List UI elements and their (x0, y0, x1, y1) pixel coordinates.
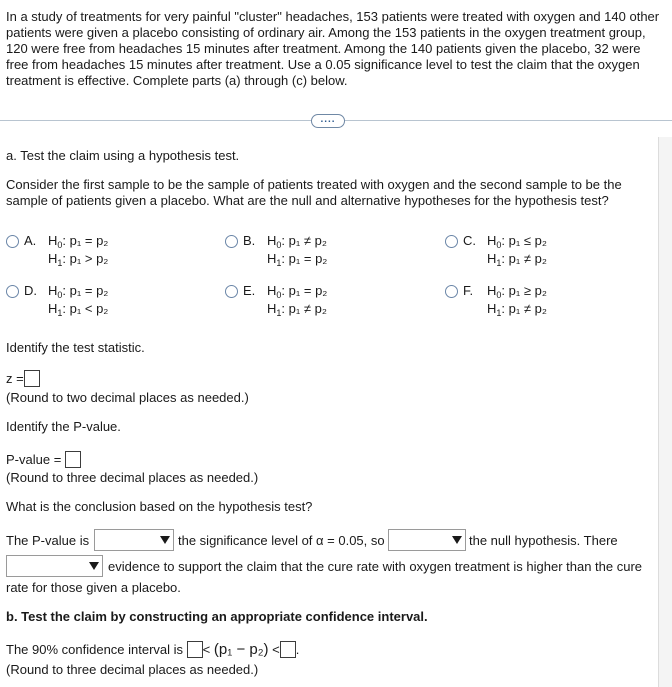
pvalue-prompt: Identify the P-value. (6, 419, 121, 434)
conclusion-text-5: rate for those given a placebo. (6, 580, 181, 595)
scrollbar-track[interactable] (658, 137, 672, 687)
z-label: z = (6, 371, 24, 386)
ci-upper-input[interactable] (280, 641, 296, 658)
option-f-h0: $H_0$: p₁ ≥ p₂ (487, 283, 547, 300)
pvalue-row (6, 451, 81, 468)
pvalue-comparison-dropdown[interactable] (94, 529, 174, 551)
option-b-h0: $H_0$: p₁ ≠ p₂ (267, 233, 327, 250)
chevron-down-icon (452, 536, 462, 544)
option-c-h1: $H_1$: p₁ ≠ p₂ (487, 251, 547, 268)
null-decision-dropdown[interactable] (388, 529, 466, 551)
radio-e[interactable] (225, 285, 238, 298)
z-rounding-note: (Round to two decimal places as needed.) (6, 390, 249, 405)
conclusion-text-4: evidence to support the claim that the cure rate with oxygen treatment is higher than the cure (108, 559, 643, 574)
ci-expression: (p₁ − p₂) (213, 641, 269, 658)
test-statistic-prompt: Identify the test statistic. (6, 340, 145, 355)
conclusion-question: What is the conclusion based on the hypothesis test? (6, 499, 313, 514)
option-e-h1: $H_1$: p₁ ≠ p₂ (267, 301, 327, 318)
radio-c[interactable] (445, 235, 458, 248)
z-row (6, 370, 40, 387)
option-d-h0: $H_0$: p₁ = p₂ (48, 283, 109, 300)
pvalue-rounding-note: (Round to three decimal places as needed.) (6, 470, 259, 485)
ci-lt-1: < (202, 642, 211, 657)
conclusion-text-1: The P-value is (6, 533, 90, 548)
problem-statement: In a study of treatments for very painful "cluster" headaches, 153 patients were treated with oxygen and 140 other patients were given a placebo consisting of ordinary air. Among the 153 patients in the oxygen treatment group, 120 were free from headaches 15 minutes after treatment. Among the 140 patients given the placebo, 32 were free from headaches 15 minutes after treatment. Use a 0.05 significance level to test the claim that the oxygen treatment is effective. Complete parts (a) through (c) below. (6, 9, 660, 88)
option-a-h1: $H_1$: p₁ > p₂ (48, 251, 109, 268)
option-f-h1: $H_1$: p₁ ≠ p₂ (487, 301, 547, 318)
expand-more-button[interactable]: .... (311, 114, 345, 128)
hypothesis-question: Consider the first sample to be the sample of patients treated with oxygen and the second sample to be the sample of patients given a placebo. What are the null and alternative hypotheses for the hypothesis test? (6, 177, 622, 208)
conclusion-text-2: the significance level of α = 0.05, so (178, 533, 385, 548)
evidence-dropdown[interactable] (6, 555, 103, 577)
part-a-heading: a. Test the claim using a hypothesis test. (6, 148, 240, 163)
z-input[interactable] (24, 370, 40, 387)
option-c-h0: $H_0$: p₁ ≤ p₂ (487, 233, 547, 250)
chevron-down-icon (160, 536, 170, 544)
pvalue-input[interactable] (65, 451, 81, 468)
ci-lt-2: < (272, 642, 280, 657)
chevron-down-icon (89, 562, 99, 570)
radio-d[interactable] (6, 285, 19, 298)
option-e-h0: $H_0$: p₁ = p₂ (267, 283, 328, 300)
radio-a[interactable] (6, 235, 19, 248)
conclusion-text-3: the null hypothesis. There (469, 533, 618, 548)
ci-prefix: The 90% confidence interval is (6, 642, 184, 657)
part-b-heading: b. Test the claim by constructing an appropriate confidence interval. (6, 609, 428, 624)
ci-row (6, 641, 299, 658)
radio-b[interactable] (225, 235, 238, 248)
radio-f[interactable] (445, 285, 458, 298)
option-d-h1: $H_1$: p₁ < p₂ (48, 301, 109, 318)
pvalue-label: P-value = (6, 452, 62, 467)
ci-rounding-note: (Round to three decimal places as needed.) (6, 662, 259, 677)
ci-period: . (295, 642, 300, 657)
option-a-h0: $H_0$: p₁ = p₂ (48, 233, 109, 250)
option-b-h1: $H_1$: p₁ = p₂ (267, 251, 328, 268)
ci-lower-input[interactable] (187, 641, 203, 658)
